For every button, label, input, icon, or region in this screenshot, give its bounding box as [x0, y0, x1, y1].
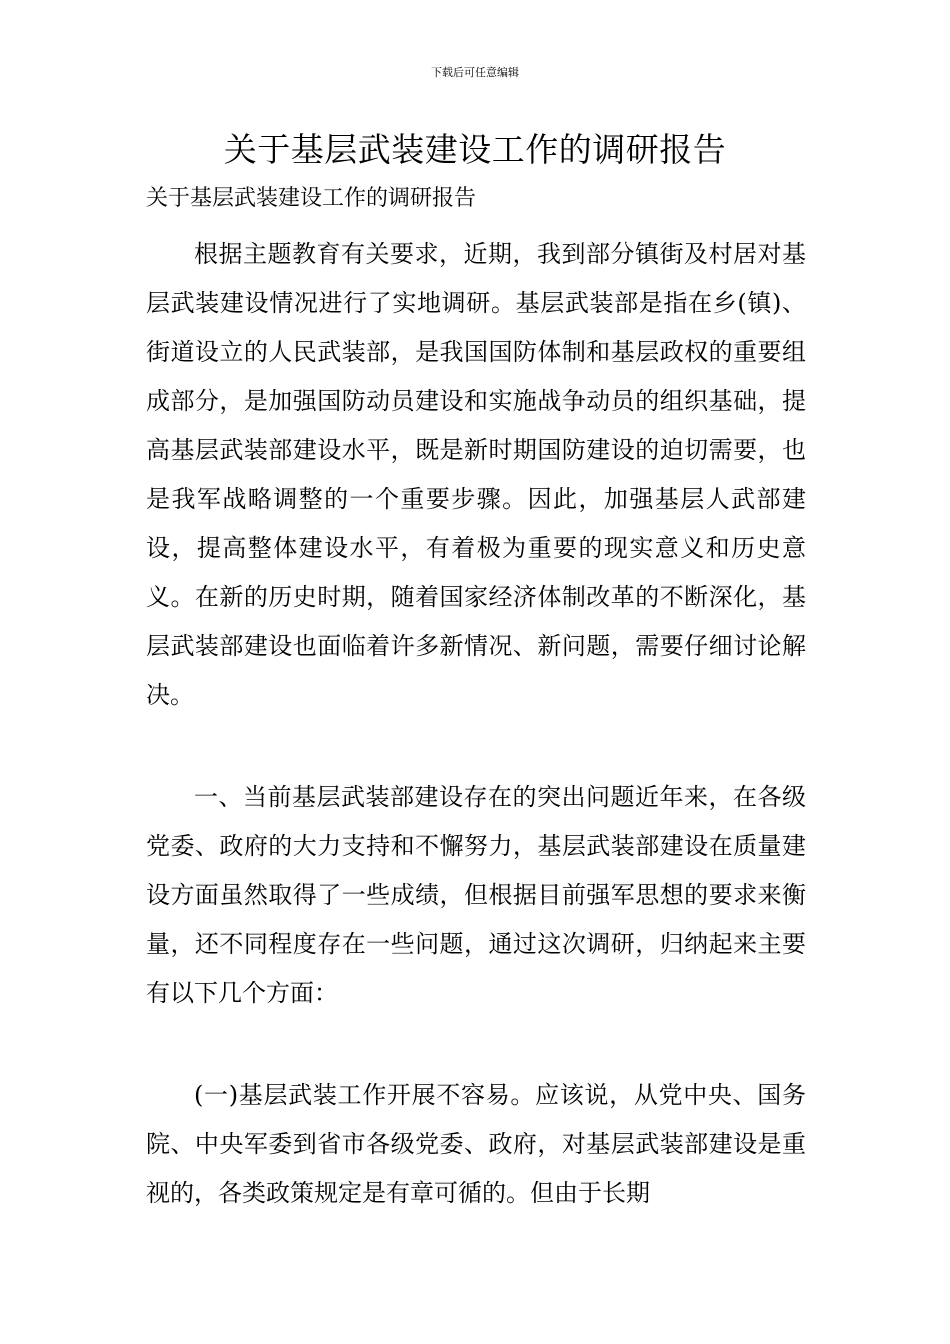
paragraph-intro: 根据主题教育有关要求，近期，我到部分镇街及村居对基层武装建设情况进行了实地调研。基层武装部是指在乡(镇)、街道设立的人民武装部，是我国国防体制和基层政权的重要组成部分，是加强国防动员建设和实施战争动员的组织基础，提高基层武装部建设水平，既是新时期国防建设的迫切需要，也是我军战略调整的一个重要步骤。因此，加强基层人武部建设，提高整体建设水平，有着极为重要的现实意义和历史意义。在新的历史时期，随着国家经济体制改革的不断深化，基层武装部建设也面临着许多新情况、新问题，需要仔细讨论解决。 [146, 240, 806, 709]
document-subtitle: 关于基层武装建设工作的调研报告 [146, 186, 477, 211]
paragraph-section-one: 一、当前基层武装部建设存在的突出问题近年来，在各级党委、政府的大力支持和不懈努力，基层武装部建设在质量建设方面虽然取得了一些成绩，但根据目前强军思想的要求来衡量，还不同程度存在一些问题，通过这次调研，归纳起来主要有以下几个方面： [146, 783, 806, 1007]
document-title: 关于基层武装建设工作的调研报告 [223, 130, 727, 169]
header-note: 下载后可任意编辑 [431, 66, 519, 79]
paragraph-subsection-one: (一)基层武装工作开展不容易。应该说，从党中央、国务院、中央军委到省市各级党委、政府，对基层武装部建设是重视的，各类政策规定是有章可循的。但由于长期 [146, 1081, 806, 1207]
document-body [146, 230, 806, 1218]
